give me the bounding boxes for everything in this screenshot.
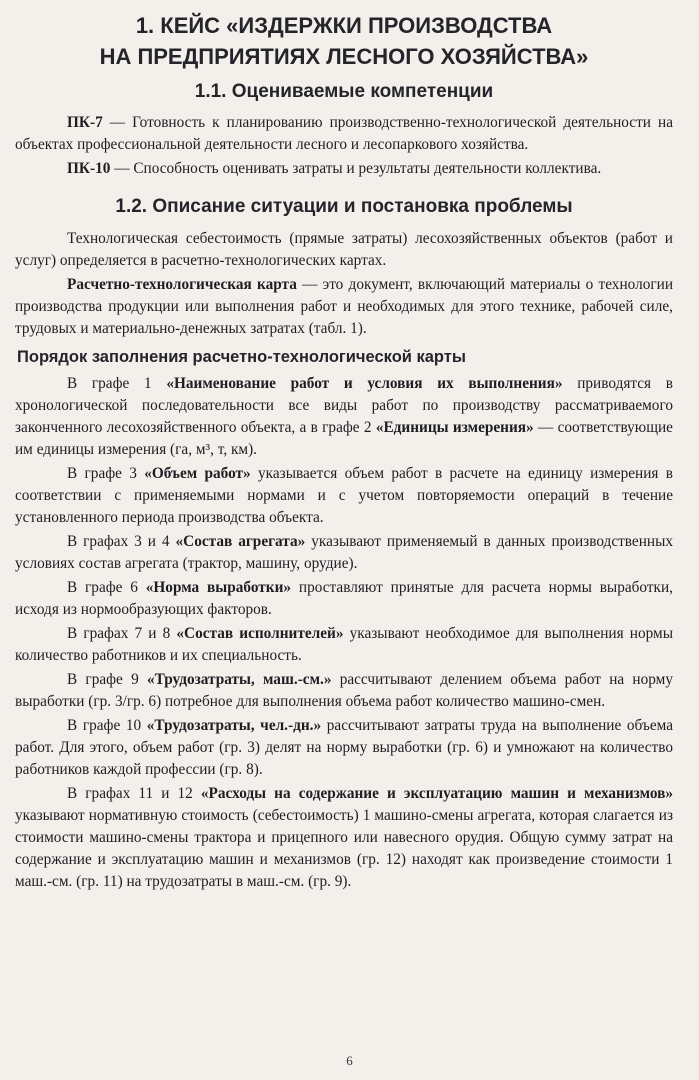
text: указывают нормативную стоимость (себестоимость) 1 машино-смены агрегата, которая слагается из стоимости машино-смены трактора и прицепного или навесного орудия. Общую сумму затрат на содержание и эксплуатацию машин и механизмов (гр. 12) находят как произведение стоимости 1 маш.-см. (гр. 11) на трудозатраты в маш.-см. (гр. 9). (15, 807, 673, 890)
paragraph (15, 715, 673, 781)
text: указывают необходимое для выполнения нормы количество работников и их специальность. (15, 625, 673, 664)
text: В графе 10 (67, 717, 147, 734)
text: рассчитывают затраты труда на выполнение объема работ. Для этого, объем работ (гр. 3) делят на норму выработки (гр. 6) и умножают на количество работников каждой профессии (гр. 8). (15, 717, 674, 778)
paragraph-text: — это документ, включающий материалы о технологии производства продукции или выполнения работ и необходимых для этого технике, рабочей силе, трудовых и материально-денежных затратах (табл. 1). (15, 276, 674, 337)
chapter-title (15, 0, 673, 72)
column-name: «Единицы измерения» (375, 419, 534, 436)
text: В графе 1 (67, 375, 167, 392)
text: В графе 3 (67, 465, 145, 482)
paragraph (15, 463, 673, 529)
chapter-title-line-2: НА ПРЕДПРИЯТИЯХ ЛЕСНОГО ХОЗЯЙСТВА» (99, 44, 589, 69)
section-heading-competencies: 1.1. Оцениваемые компетенции (194, 81, 494, 102)
column-name: «Наименование работ и условия их выполнения» (166, 375, 563, 392)
text: указывается объем работ в расчете на единицу измерения в соответствии с применяемыми нормами и с учетом повторяемости операций в течение установленного периода производства объекта. (15, 465, 673, 526)
text: В графах 11 и 12 (67, 785, 201, 802)
column-name: «Состав исполнителей» (176, 625, 344, 642)
text: указывают применяемый в данных производственных условиях состав агрегата (трактор, машину, орудие). (15, 533, 674, 572)
chapter-title-line-1: 1. КЕЙС «ИЗДЕРЖКИ ПРОИЗВОДСТВА (135, 13, 553, 38)
paragraph (15, 373, 673, 461)
paragraph (15, 577, 673, 621)
text: В графах 3 и 4 (67, 533, 176, 550)
column-name: «Трудозатраты, маш.-см.» (146, 671, 332, 688)
paragraph (15, 669, 673, 713)
term: Расчетно-технологическая карта (67, 276, 297, 293)
column-name: «Расходы на содержание и эксплуатацию машин и механизмов» (200, 785, 673, 802)
text: рассчитывают делением объема работ на норму выработки (гр. 3/гр. 6) потребное для выполнения объема работ количество машино-смен. (15, 671, 673, 710)
paragraph (15, 623, 673, 667)
text: — соответствующие им единицы измерения (га, м³, т, км). (15, 419, 673, 458)
text: приводятся в хронологической последовательности все виды работ по производству рассматриваемого законченного лесохозяйственного объекта, а в графе 2 (15, 375, 673, 436)
paragraph (15, 783, 673, 893)
column-name: «Норма выработки» (145, 579, 292, 596)
competency-pk10 (15, 158, 673, 180)
competency-text: — Способность оценивать затраты и результаты деятельности коллектива. (110, 160, 602, 177)
subsection-heading: Порядок заполнения расчетно-технологической карты (17, 348, 466, 366)
column-name: «Трудозатраты, чел.-дн.» (146, 717, 322, 734)
paragraph: Технологическая себестоимость (прямые затраты) лесохозяйственных объектов (работ и услуг) определяется в расчетно-технологических картах. (15, 230, 673, 269)
paragraph (15, 274, 673, 340)
paragraph (15, 531, 673, 575)
competency-code: ПК-10 (67, 160, 111, 177)
column-name: «Состав агрегата» (175, 533, 306, 550)
text: В графе 6 (67, 579, 146, 596)
competency-pk7 (15, 112, 673, 156)
text: В графах 7 и 8 (67, 625, 177, 642)
competency-text: — Готовность к планированию производственно-технологической деятельности на объектах профессиональной деятельности лесного и лесопаркового хозяйства. (15, 114, 673, 153)
competency-code: ПК-7 (67, 114, 103, 131)
text: проставляют принятые для расчета нормы выработки, исходя из нормообразующих факторов. (15, 579, 673, 618)
text: В графе 9 (67, 671, 147, 688)
section-heading-situation: 1.2. Описание ситуации и постановка проблемы (115, 196, 573, 217)
column-name: «Объем работ» (144, 465, 251, 482)
page-number: 6 (346, 1053, 353, 1068)
